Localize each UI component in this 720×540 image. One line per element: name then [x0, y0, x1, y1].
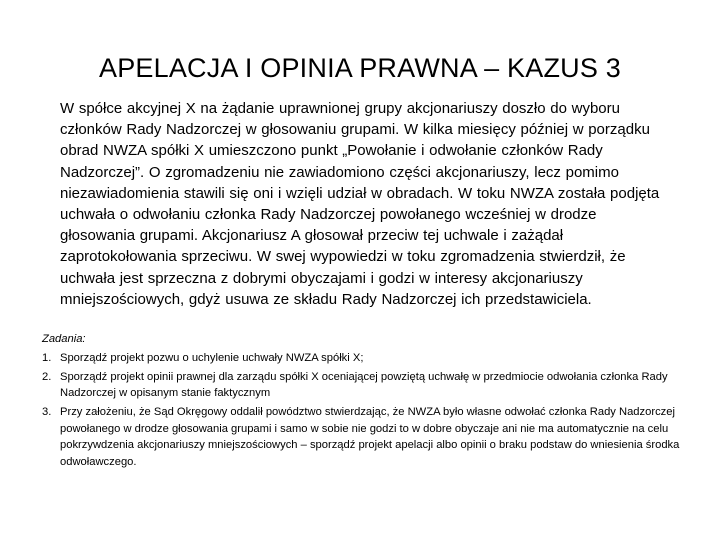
- case-description: W spółce akcyjnej X na żądanie uprawnionej grupy akcjonariuszy doszło do wyboru członków Rady Nadzorczej w głosowaniu grupami. W kilka miesięcy później w porządku obrad NWZA spółki X umieszczono punkt „Powołanie i odwołanie członków Rady Nadzorczej”. O zgromadzeniu nie zawiadomiono części akcjonariuszy, lecz pomimo niezawiadomienia stawili się oni i wzięli udział w obradach. W toku NWZA została podjęta uchwała o odwołaniu członka Rady Nadzorczej powołanego wcześniej w drodze głosowania grupami. Akcjonariusz A głosował przeciw tej uchwale i zażądał zaprotokołowania sprzeciwu. W swej wypowiedzi w toku zgromadzenia stwierdził, że uchwała jest sprzeczna z dobrymi obyczajami i godzi w interesy akcjonariuszy mniejszościowych, gdyż usuwa ze składu Rady Nadzorczej ich przedstawiciela.: [60, 100, 660, 308]
- tasks-section: [42, 331, 682, 473]
- task-text: Sporządź projekt pozwu o uchylenie uchwały NWZA spółki X;: [60, 351, 364, 364]
- task-number: 2.: [42, 370, 52, 383]
- task-item-2: [42, 369, 682, 402]
- task-number: 3.: [42, 406, 52, 418]
- task-item-1: [42, 350, 682, 367]
- task-number: 1.: [42, 351, 52, 364]
- slide-title: APELACJA I OPINIA PRAWNA – KAZUS 3: [99, 53, 621, 83]
- tasks-list: [42, 350, 682, 471]
- task-text: Sporządź projekt opinii prawnej dla zarządu spółki X oceniającej powziętą uchwałę w przedmiocie odwołania członka Rady Nadzorczej w opisanym stanie faktycznym: [60, 370, 668, 399]
- tasks-heading: Zadania:: [42, 333, 86, 345]
- task-text: Przy założeniu, że Sąd Okręgowy oddalił powództwo stwierdzając, że NWZA było własne odwołać członka Rady Nadzorczej powołanego w drodze głosowania grupami i samo w sobie nie godzi to w dobre obyczaje ani nie ma automatycznie na celu pokrzywdzenia akcjonariuszy mniejszościowych – sporządź projekt apelacji albo opinii o braku podstaw do wniesienia środka odwoławczego.: [60, 406, 680, 468]
- task-item-3: [42, 404, 682, 470]
